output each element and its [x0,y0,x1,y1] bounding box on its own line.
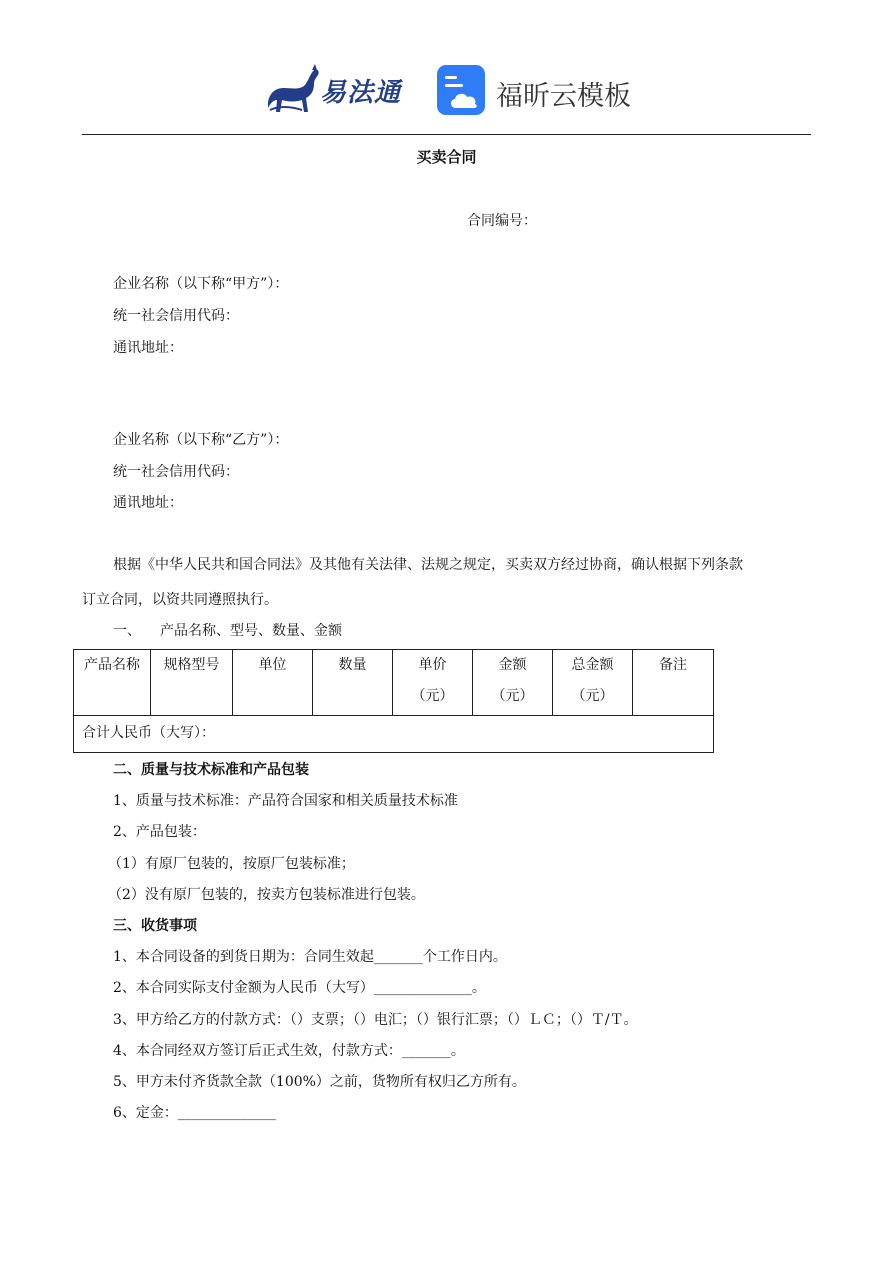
party-b-name: 企业名称（以下称“乙方”）： [113,432,289,448]
section-3-item: 4、本合同经双方签订后正式生效，付款方式：_______。 [113,1043,465,1059]
party-b-credit-code: 统一社会信用代码： [113,464,239,480]
fuxin-text: 福昕云模板 [496,81,631,112]
section-3-item: 3、甲方给乙方的付款方式：（）支票；（）电汇；（）银行汇票；（）ＬＣ；（）Ｔ/Ｔ。 [113,1012,638,1028]
cloud-document-icon [436,64,486,116]
section-3-item: 1、本合同设备的到货日期为：合同生效起_______个工作日内。 [113,949,507,965]
section-2-item: 1、质量与技术标准：产品符合国家和相关质量技术标准 [113,793,458,809]
section-2-item: （2）没有原厂包装的，按卖方包装标准进行包装。 [108,887,425,903]
section-3-item: 6、定金：______________ [113,1105,276,1121]
table-header-cell: 单价 （元） [393,650,473,716]
table-header-cell: 单位 [233,650,313,716]
total-amount-label: 合计人民币（大写）： [74,716,714,753]
qilin-horse-icon [262,62,322,118]
section-1-number: 一、 [113,623,141,639]
table-header-cell: 总金额 （元） [553,650,633,716]
page-header [0,0,893,136]
product-table [73,649,714,753]
yifatong-text: 易法通 [320,78,402,108]
preamble-line-1: 根据《中华人民共和国合同法》及其他有关法律、法规之规定，买卖双方经过协商，确认根据下列条款 [113,557,743,573]
contract-no-label: 合同编号： [467,213,537,229]
party-b-address: 通讯地址： [113,495,183,511]
table-header-cell: 备注 [633,650,714,716]
section-3-item: 2、本合同实际支付金额为人民币（大写）______________。 [113,980,486,996]
header-divider [82,134,811,135]
document-title: 买卖合同 [416,148,477,166]
table-header-cell: 产品名称 [74,650,151,716]
section-3-title: 三、收货事项 [113,918,197,934]
table-header-cell: 数量 [313,650,393,716]
table-header-cell: 金额 （元） [473,650,553,716]
preamble-line-2: 订立合同，以资共同遵照执行。 [82,592,278,608]
section-2-item: （1）有原厂包装的，按原厂包装标准； [108,856,355,872]
section-1-title: 产品名称、型号、数量、金额 [160,623,342,639]
party-a-credit-code: 统一社会信用代码： [113,308,239,324]
yifatong-logo [262,62,422,118]
party-a-address: 通讯地址： [113,340,183,356]
table-header-cell: 规格型号 [151,650,233,716]
section-2-item: 2、产品包装： [113,824,206,840]
section-2-title: 二、质量与技术标准和产品包装 [113,762,309,778]
table-total-row [74,716,714,753]
section-3-item: 5、甲方未付齐货款全款（100%）之前，货物所有权归乙方所有。 [113,1074,526,1090]
table-header-row [74,650,714,716]
party-a-name: 企业名称（以下称“甲方”）： [113,276,289,292]
